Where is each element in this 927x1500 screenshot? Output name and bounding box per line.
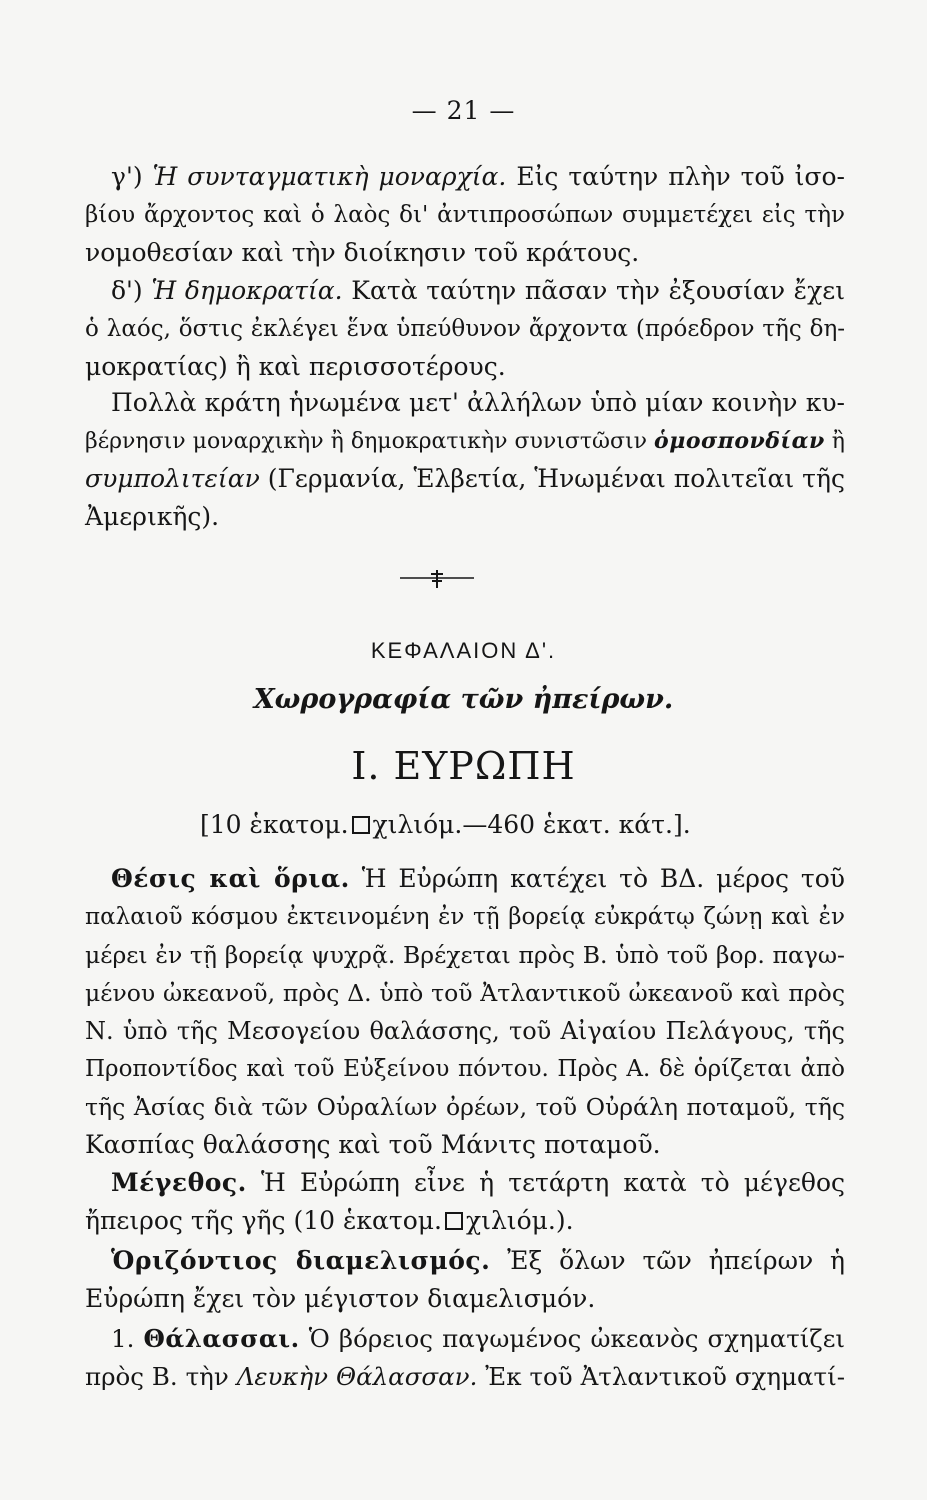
text-line: Πολλὰ κράτη ἡνωμένα μετ' ἀλλήλων ὑπὸ μίαν κοινὴν κυ- [111, 388, 845, 417]
term-italic: Ἡ συνταγματικὴ μοναρχία. [152, 162, 507, 191]
section-separator-ornament [398, 566, 476, 594]
text-span: Ὁ βόρειος παγωμένος ὠκεανὸς σχηματίζει [299, 1324, 845, 1353]
text-span: Ἡ Εὐρώπη κατέχει τὸ ΒΔ. μέρος τοῦ [349, 864, 845, 893]
text-line: νομοθεσίαν καὶ τὴν διοίκησιν τοῦ κράτους. [85, 238, 640, 267]
item-label: δ') [111, 276, 152, 305]
square-symbol-icon [445, 1212, 463, 1230]
text-line [85, 462, 845, 496]
text-line: Προποντίδος καὶ τοῦ Εὐξείνου πόντου. Πρὸς Α. δὲ ὁρίζεται ἀπὸ [85, 1056, 845, 1082]
item-number: 1. [111, 1324, 144, 1353]
text-line: παλαιοῦ κόσμου ἐκτεινομένη ἐν τῇ βορείᾳ εὐκράτῳ ζώνῃ καὶ ἐν [85, 904, 845, 930]
text-line [85, 160, 845, 194]
area-note [200, 808, 760, 842]
text-span: πρὸς Β. τὴν [85, 1362, 237, 1391]
chapter-heading: ΚΕΦΑΛΑΙΟΝ Δ'. [370, 638, 557, 663]
paragraph-heading: Θέσις καὶ ὅρια. [111, 864, 350, 893]
paragraph-heading: Ὁριζόντιος διαμελισμός. [111, 1246, 491, 1275]
text-line: τῆς Ἀσίας διὰ τῶν Οὐραλίων ὀρέων, τοῦ Οὐράλη ποταμοῦ, τῆς [85, 1093, 845, 1121]
text-line [85, 1360, 845, 1394]
text-line: Εὐρώπη ἔχει τὸν μέγιστον διαμελισμόν. [85, 1284, 596, 1313]
section-heading: Ι. ΕΥΡΩΠΗ [351, 744, 576, 788]
text-span: Κατὰ ταύτην πᾶσαν τὴν ἐξουσίαν ἔχει [342, 276, 846, 305]
text-span: ἢ [824, 429, 845, 454]
term-italic: Λευκὴν Θάλασσαν. [236, 1362, 478, 1391]
text-span: χιλιόμ.—460 ἑκατ. κάτ.]. [372, 810, 691, 839]
paragraph-heading: Θάλασσαι. [143, 1324, 300, 1353]
text-span: [10 ἑκατομ. [200, 810, 349, 839]
text-line: ὁ λαός, ὅστις ἐκλέγει ἕνα ὑπεύθυνον ἄρχοντα (πρόεδρον τῆς δη- [85, 316, 845, 342]
square-symbol-icon [352, 816, 370, 834]
text-span: (Γερμανία, Ἑλβετία, Ἡνωμέναι πολιτεῖαι τῆς [259, 464, 845, 493]
text-line [85, 1244, 845, 1278]
text-line: μέρει ἐν τῇ βορείᾳ ψυχρᾷ. Βρέχεται πρὸς Β. ὑπὸ τοῦ βορ. παγω- [85, 941, 845, 969]
text-span: χιλιόμ.). [466, 1206, 574, 1235]
chapter-subtitle: Χωρογραφία τῶν ἠπείρων. [253, 684, 674, 715]
paragraph-heading: Μέγεθος. [111, 1168, 247, 1197]
text-span: βέρνησιν μοναρχικὴν ἢ δημοκρατικὴν συνιστῶσιν [85, 429, 655, 454]
text-line [85, 862, 845, 896]
text-span: Ἐκ τοῦ Ἀτλαντικοῦ σχηματί- [477, 1362, 845, 1391]
term-bold-italic: ὁμοσπονδίαν [654, 428, 825, 454]
text-line: μοκρατίας) ἢ καὶ περισσοτέρους. [85, 352, 506, 381]
text-line [85, 1166, 845, 1200]
text-line [85, 1204, 845, 1238]
text-span: Εἰς ταύτην πλὴν τοῦ ἰσο- [506, 162, 845, 191]
text-line [85, 274, 845, 308]
text-line: μένου ὠκεανοῦ, πρὸς Δ. ὑπὸ τοῦ Ἀτλαντικοῦ ὠκεανοῦ καὶ πρὸς [85, 979, 845, 1007]
text-line: βίου ἄρχοντος καὶ ὁ λαὸς δι' ἀντιπροσώπων συμμετέχει εἰς τὴν [85, 202, 845, 228]
term-italic: Ἡ δημοκρατία. [151, 276, 343, 305]
text-line [85, 424, 845, 459]
text-span: Ἡ Εὐρώπη εἶνε ἡ τετάρτη κατὰ τὸ μέγεθος [246, 1168, 845, 1197]
term-italic: συμπολιτείαν [85, 464, 260, 493]
text-line: Ν. ὑπὸ τῆς Μεσογείου θαλάσσης, τοῦ Αἰγαίου Πελάγους, τῆς [85, 1017, 845, 1045]
item-label: γ') [111, 162, 153, 191]
text-line: Ἀμερικῆς). [85, 502, 220, 531]
text-line: Κασπίας θαλάσσης καὶ τοῦ Μάνιτς ποταμοῦ. [85, 1130, 661, 1159]
page-number: — 21 — [411, 96, 516, 125]
text-span: ἤπειρος τῆς γῆς (10 ἑκατομ. [85, 1206, 442, 1235]
text-span: Ἐξ ὅλων τῶν ἠπείρων ἡ [490, 1246, 845, 1275]
text-line [85, 1322, 845, 1356]
